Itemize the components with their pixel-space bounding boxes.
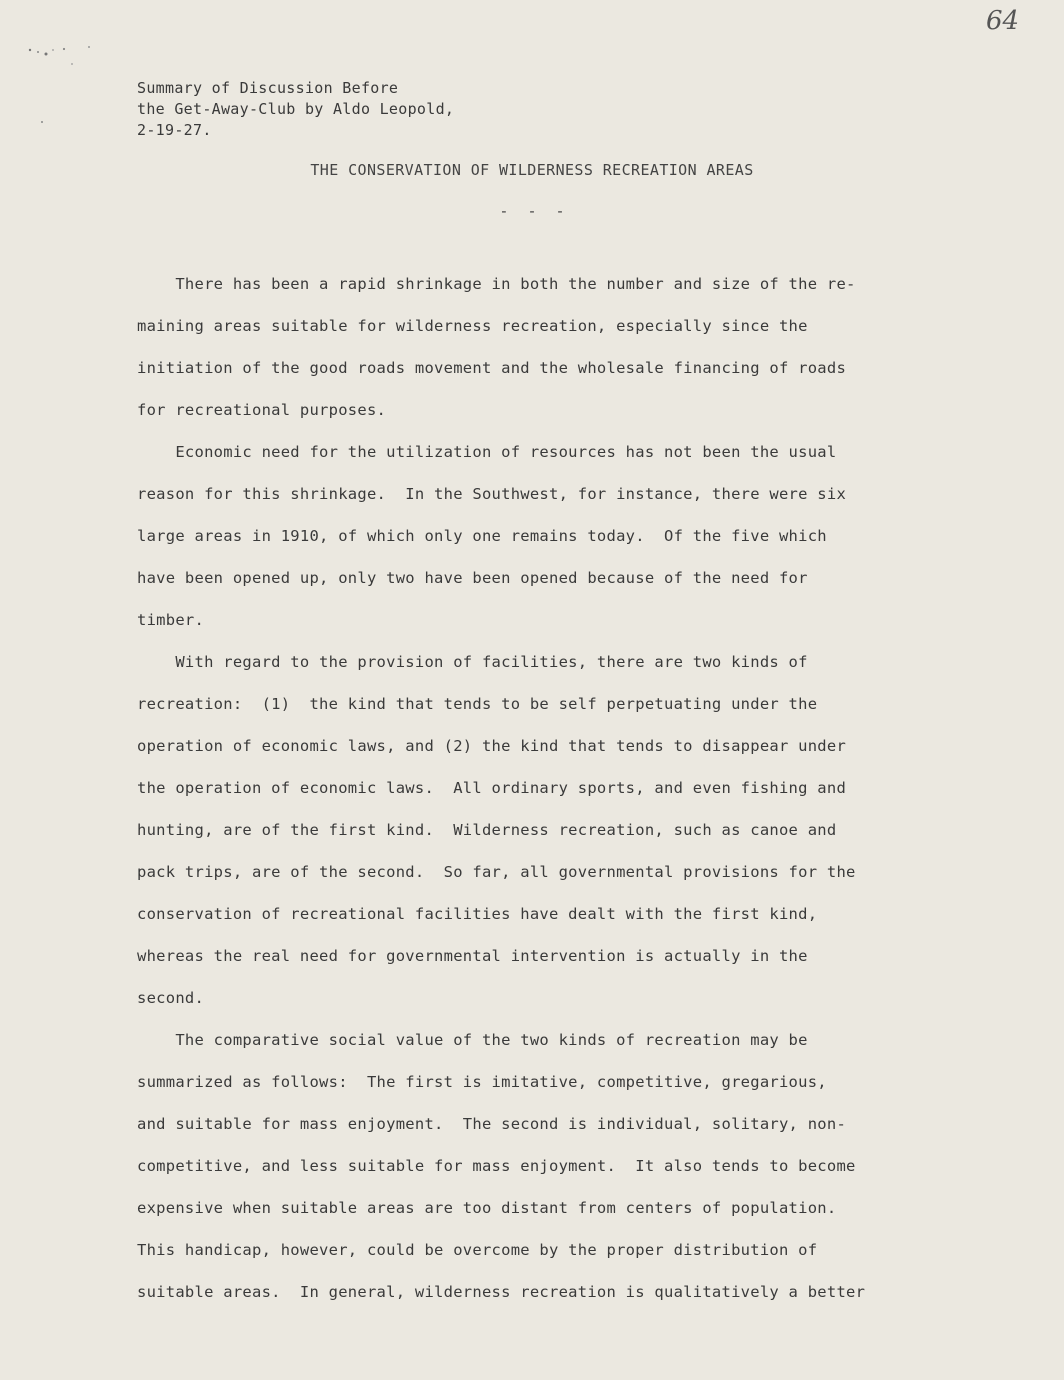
page-number: 64 xyxy=(986,6,1020,36)
header-line-attribution: Summary of Discussion Before xyxy=(137,79,399,97)
body-line: operation of economic laws, and (2) the kind that tends to disappear under xyxy=(137,737,847,755)
body-line: initiation of the good roads movement and the wholesale financing of roads xyxy=(137,359,847,377)
body-line: recreation: (1) the kind that tends to be self perpetuating under the xyxy=(137,695,818,713)
title-separator: - - - xyxy=(499,202,565,220)
body-line: hunting, are of the first kind. Wilderness recreation, such as canoe and xyxy=(137,821,837,839)
body-line: timber. xyxy=(137,611,205,629)
body-line: competitive, and less suitable for mass enjoyment. It also tends to become xyxy=(137,1157,856,1175)
body-line: whereas the real need for governmental intervention is actually in the xyxy=(137,947,808,965)
body-line: reason for this shrinkage. In the Southwest, for instance, there were six xyxy=(137,485,847,503)
body-line: The comparative social value of the two kinds of recreation may be xyxy=(137,1031,808,1049)
body-line: for recreational purposes. xyxy=(137,401,387,419)
body-line: large areas in 1910, of which only one remains today. Of the five which xyxy=(137,527,827,545)
body-line: and suitable for mass enjoyment. The second is individual, solitary, non- xyxy=(137,1115,847,1133)
body-line: the operation of economic laws. All ordinary sports, and even fishing and xyxy=(137,779,847,797)
body-line: pack trips, are of the second. So far, all governmental provisions for the xyxy=(137,863,856,881)
document-title: THE CONSERVATION OF WILDERNESS RECREATION AREAS xyxy=(310,161,754,179)
body-line: There has been a rapid shrinkage in both the number and size of the re- xyxy=(137,275,856,293)
header-block xyxy=(137,78,454,141)
body-line: This handicap, however, could be overcome by the proper distribution of xyxy=(137,1241,818,1259)
body-line: maining areas suitable for wilderness recreation, especially since the xyxy=(137,317,808,335)
body-line: suitable areas. In general, wilderness recreation is qualitatively a better xyxy=(137,1283,866,1301)
body-line: summarized as follows: The first is imitative, competitive, gregarious, xyxy=(137,1073,827,1091)
header-line-date: 2-19-27. xyxy=(137,121,212,139)
body-text xyxy=(137,263,957,1313)
header-line-author: the Get-Away-Club by Aldo Leopold, xyxy=(137,100,455,118)
paper-specks xyxy=(20,40,110,130)
body-line: Economic need for the utilization of resources has not been the usual xyxy=(137,443,837,461)
body-line: With regard to the provision of facilities, there are two kinds of xyxy=(137,653,808,671)
body-line: second. xyxy=(137,989,205,1007)
body-line: conservation of recreational facilities have dealt with the first kind, xyxy=(137,905,818,923)
body-line: have been opened up, only two have been opened because of the need for xyxy=(137,569,808,587)
body-line: expensive when suitable areas are too distant from centers of population. xyxy=(137,1199,837,1217)
